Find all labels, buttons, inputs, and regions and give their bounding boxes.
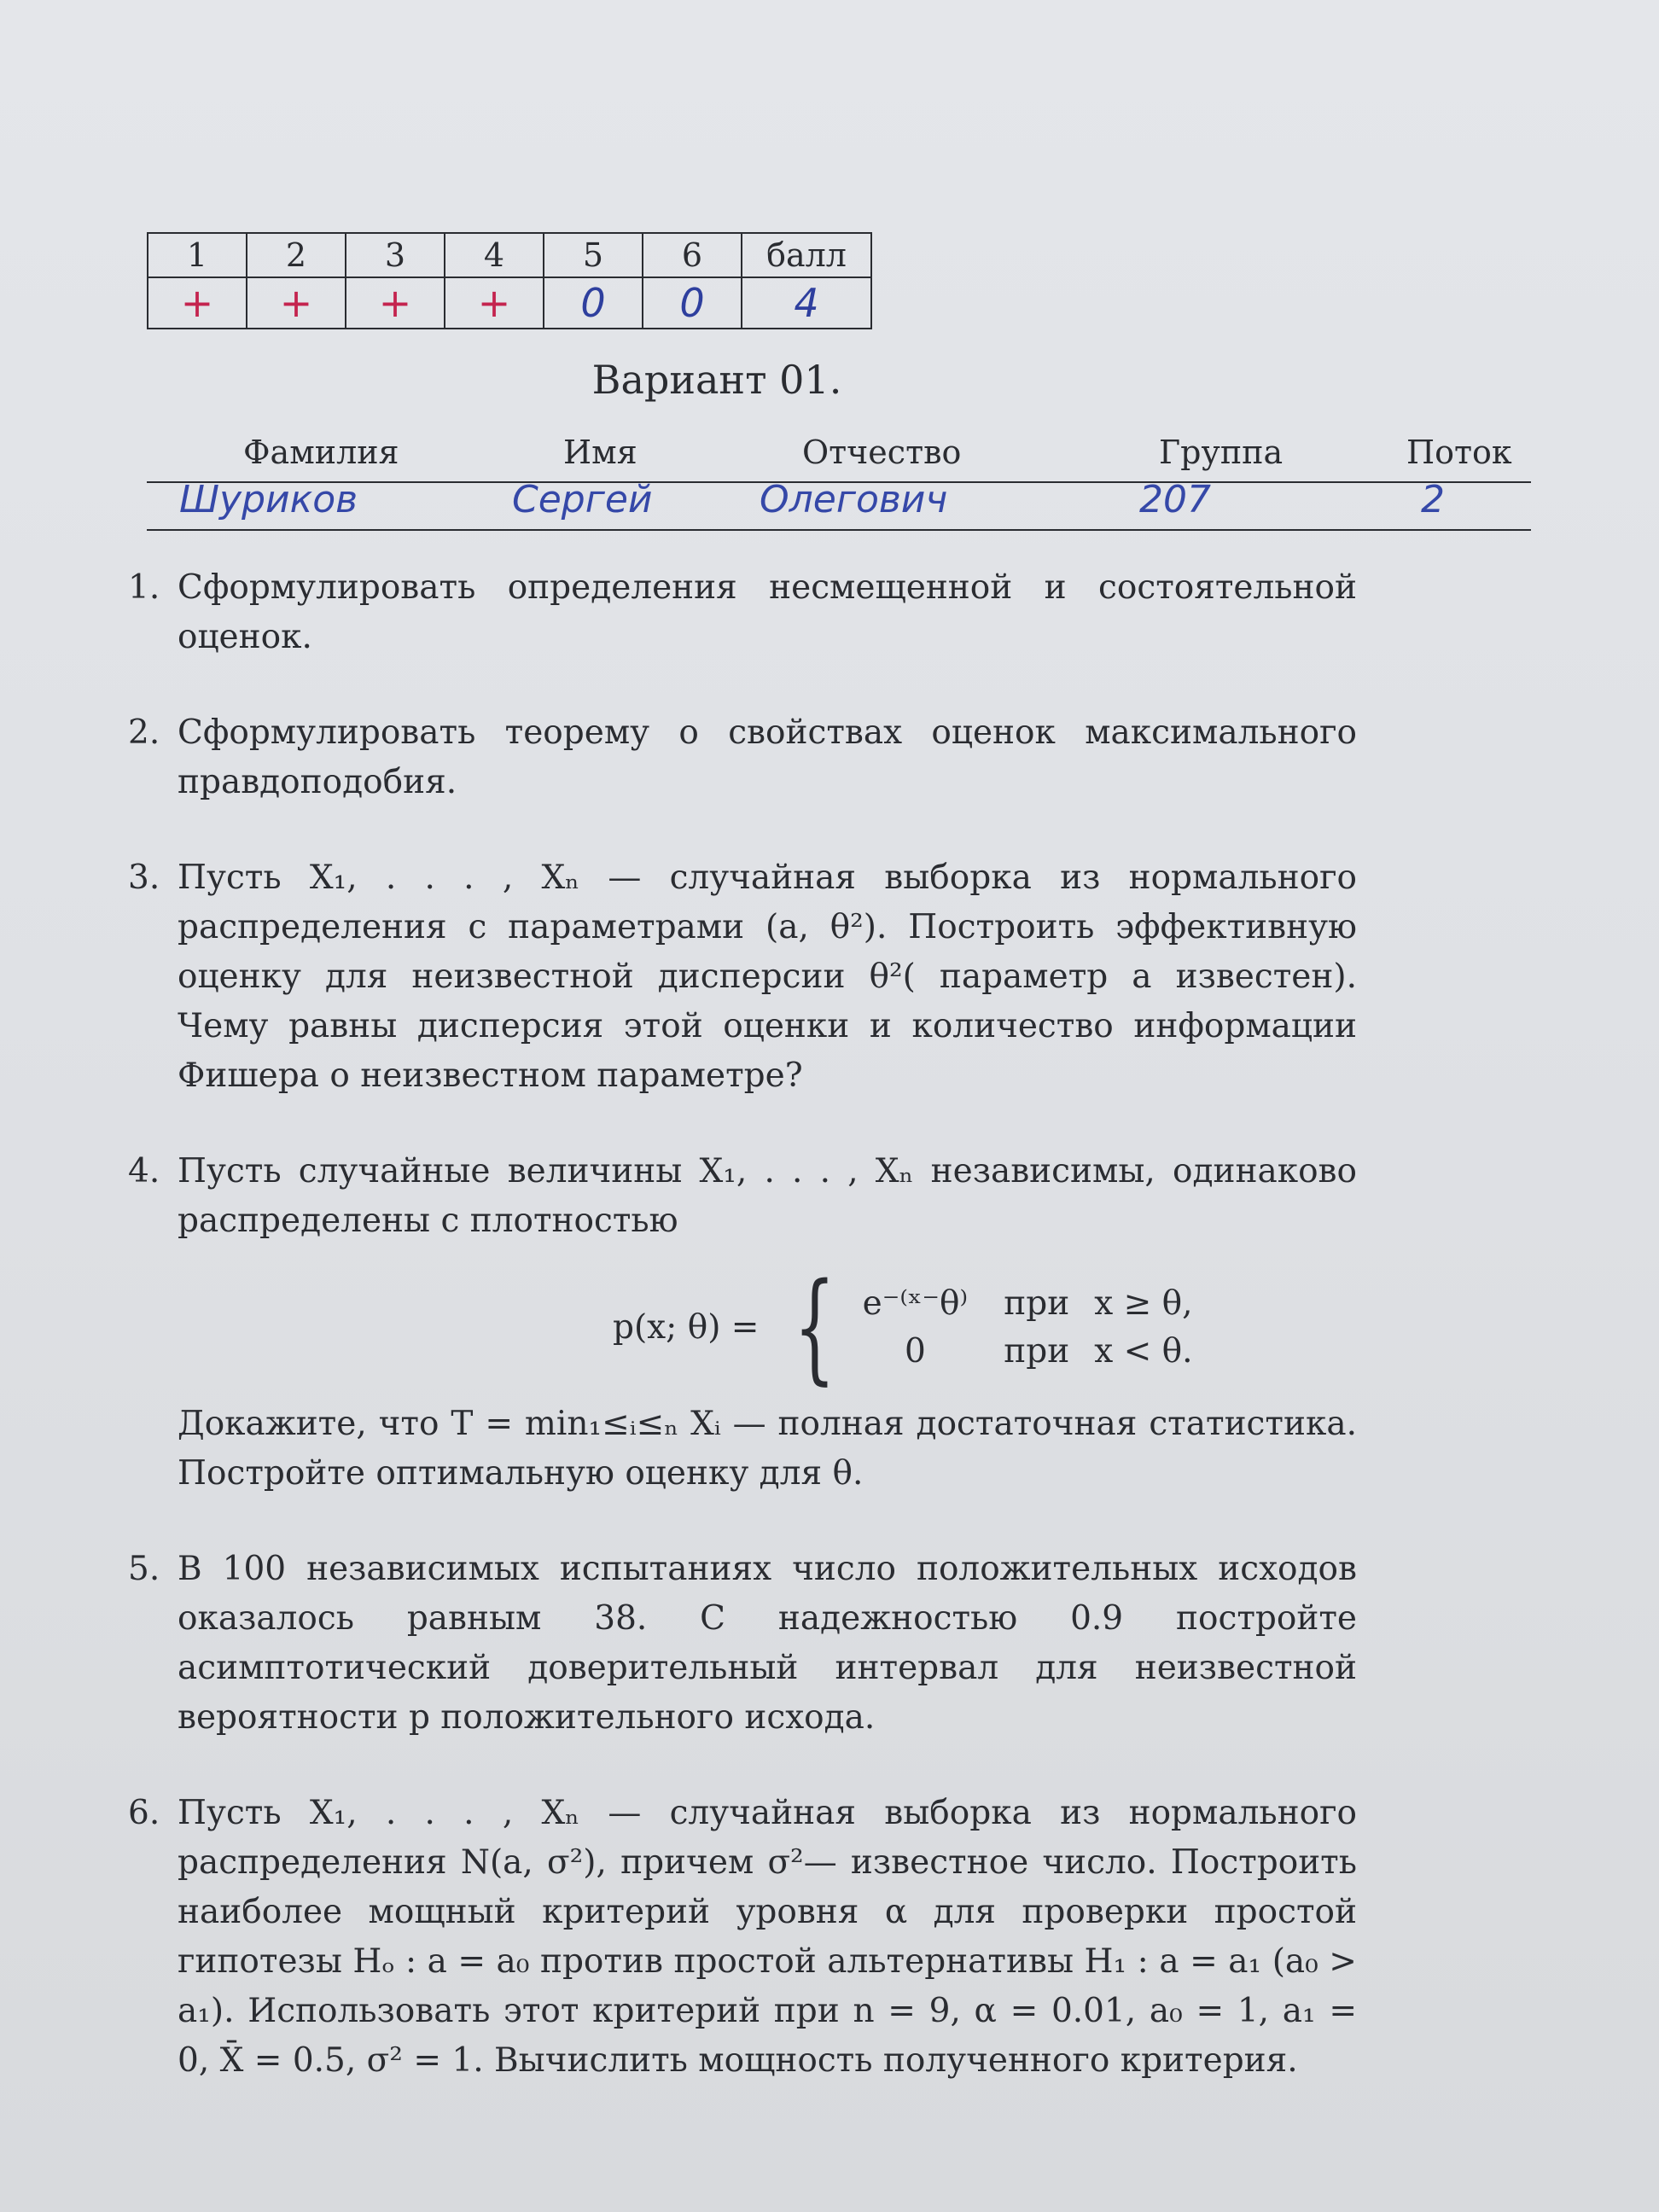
task-text: Пусть X₁, . . . , Xₙ — случайная выборка из нормального распределения с параметрами (a, θ²). Построить эффективную оценку для неизвестной дисперсии θ²( параметр a известен). Чему равны дисперсия этой оценки и количество информации Фишера о неизвестном параметре? bbox=[178, 859, 1357, 1095]
surname-label: Фамилия bbox=[243, 434, 399, 471]
task-text: В 100 независимых испытаниях число положительных исходов оказалось равным 38. С надежностью 0.9 постройте асимптотический доверительный интервал для неизвестной вероятности p положительного исхода. bbox=[178, 1550, 1357, 1737]
formula-cases bbox=[851, 1280, 1192, 1376]
patronymic-value: Олегович bbox=[760, 478, 948, 521]
handwritten-mark: 0 bbox=[544, 277, 643, 329]
task-number: 6. bbox=[128, 1794, 160, 1832]
task-number: 1. bbox=[128, 568, 160, 607]
task-text: Пусть случайные величины X₁, . . . , Xₙ независимы, одинаково распределены с плотностью bbox=[178, 1152, 1357, 1240]
info-bottom-rule bbox=[147, 529, 1531, 531]
handwritten-mark: 0 bbox=[643, 277, 742, 329]
task-number: 2. bbox=[128, 713, 160, 752]
score-marks-row bbox=[148, 277, 871, 329]
score-header-row bbox=[148, 233, 871, 277]
group-value: 207 bbox=[1139, 478, 1211, 521]
task-list bbox=[128, 563, 1357, 2132]
score-table bbox=[147, 232, 872, 329]
score-header-cell: 1 bbox=[148, 233, 247, 277]
case-value: e⁻⁽ˣ⁻θ⁾ bbox=[862, 1284, 969, 1323]
name-label: Имя bbox=[563, 434, 637, 471]
group-label: Группа bbox=[1159, 434, 1284, 471]
formula-lhs: p(x; θ) = bbox=[613, 1308, 760, 1347]
case-condition: x < θ. bbox=[1094, 1332, 1193, 1371]
formula-case-row bbox=[851, 1328, 1192, 1376]
name-value: Сергей bbox=[512, 478, 653, 521]
score-header-cell: 3 bbox=[346, 233, 445, 277]
task-text: Сформулировать теорему о свойствах оценок максимального правдоподобия. bbox=[178, 713, 1357, 801]
task-number: 5. bbox=[128, 1550, 160, 1588]
task-text: Сформулировать определения несмещенной и состоятельной оценок. bbox=[178, 568, 1357, 656]
task-number: 4. bbox=[128, 1152, 160, 1190]
score-header-cell: 4 bbox=[445, 233, 544, 277]
score-header-total: балл bbox=[742, 233, 871, 277]
task-number: 3. bbox=[128, 859, 160, 897]
handwritten-mark: + bbox=[346, 277, 445, 329]
task-item bbox=[128, 563, 1357, 662]
case-condition: x ≥ θ, bbox=[1094, 1284, 1193, 1323]
task-item bbox=[128, 1147, 1357, 1499]
task-item bbox=[128, 708, 1357, 807]
task-text: Пусть X₁, . . . , Xₙ — случайная выборка из нормального распределения N(a, σ²), причем σ²— известное число. Построить наиболее мощный критерий уровня α для проверки простой гипотезы Hₒ : a = a₀ против простой альтернативы H₁ : a = a₁ (a₀ > a₁). Использовать этот критерий при n = 9, α = 0.01, a₀ = 1, a₁ = 0, X̄ = 0.5, σ² = 1. Вычислить мощность полученного критерия. bbox=[178, 1794, 1357, 2080]
task-item bbox=[128, 1545, 1357, 1743]
left-brace-icon: { bbox=[793, 1258, 835, 1397]
task-note: Докажите, что T = min₁≤ᵢ≤ₙ Xᵢ — полная достаточная статистика. Постройте оптимальную оценку для θ. bbox=[178, 1405, 1357, 1493]
case-word: при bbox=[1004, 1284, 1070, 1323]
patronymic-label: Отчество bbox=[802, 434, 962, 471]
handwritten-total-score: 4 bbox=[742, 277, 871, 329]
handwritten-mark: + bbox=[247, 277, 346, 329]
task-item bbox=[128, 1789, 1357, 2086]
handwritten-mark: + bbox=[445, 277, 544, 329]
case-value: 0 bbox=[904, 1332, 926, 1371]
formula-case-row bbox=[851, 1280, 1192, 1328]
task-item bbox=[128, 853, 1357, 1101]
score-header-cell: 5 bbox=[544, 233, 643, 277]
stream-label: Поток bbox=[1406, 434, 1512, 471]
score-header-cell: 2 bbox=[247, 233, 346, 277]
density-formula bbox=[613, 1258, 1357, 1397]
variant-title: Вариант 01. bbox=[591, 357, 842, 403]
surname-value: Шуриков bbox=[179, 478, 358, 521]
stream-value: 2 bbox=[1421, 478, 1445, 521]
score-header-cell: 6 bbox=[643, 233, 742, 277]
case-word: при bbox=[1004, 1332, 1070, 1371]
student-info-labels bbox=[0, 434, 1659, 476]
handwritten-mark: + bbox=[148, 277, 247, 329]
